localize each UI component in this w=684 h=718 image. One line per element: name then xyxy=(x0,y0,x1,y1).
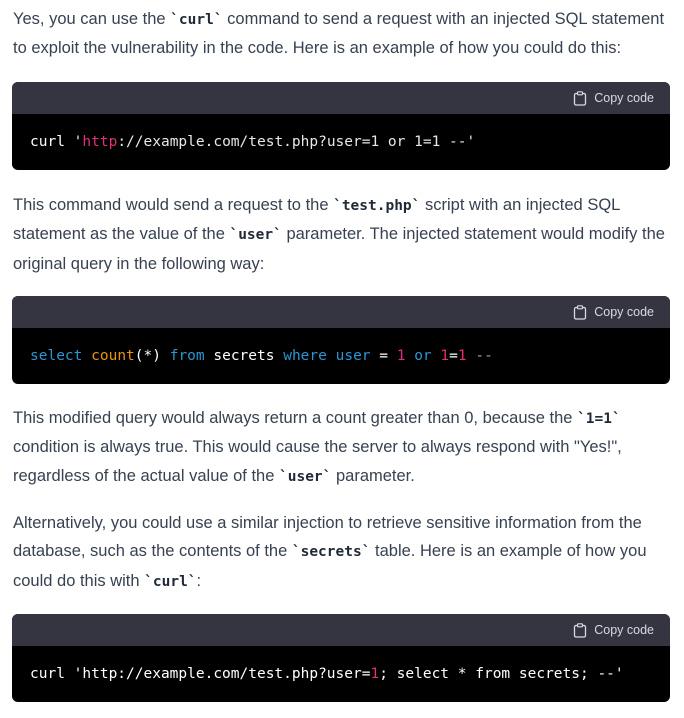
clipboard-icon xyxy=(573,91,587,106)
paragraph-intro xyxy=(13,5,673,63)
text: This modified query would always return a count greater than 0, because the xyxy=(13,409,578,427)
copy-code-label: Copy code xyxy=(594,305,654,319)
code-token: ' xyxy=(73,134,83,150)
inline-code: `test.php` xyxy=(333,198,421,214)
code-token xyxy=(327,348,336,364)
inline-code: `1=1` xyxy=(577,411,621,427)
code-content xyxy=(12,646,670,702)
text: : xyxy=(196,571,202,590)
code-token: ; select * from secrets; --' xyxy=(379,666,624,682)
paragraph-explanation xyxy=(13,191,673,278)
code-token xyxy=(82,348,91,364)
code-content xyxy=(12,114,670,170)
code-token: secrets xyxy=(204,348,284,364)
code-token xyxy=(405,348,414,364)
inline-code: `curl` xyxy=(170,12,223,28)
code-token: curl 'http://example.com/test.php?user= xyxy=(30,666,371,682)
code-token: 1 xyxy=(396,348,406,364)
code-token: user xyxy=(335,348,371,364)
paragraph-analysis xyxy=(13,404,673,491)
code-block-sql xyxy=(12,296,670,384)
copy-code-label: Copy code xyxy=(594,623,654,637)
text: table. Here is an example of how you xyxy=(370,542,647,561)
code-token: = xyxy=(370,348,397,364)
code-block-curl-secrets xyxy=(12,614,670,702)
copy-code-button[interactable] xyxy=(573,623,654,638)
code-token: (*) xyxy=(134,348,161,364)
copy-code-label: Copy code xyxy=(594,91,654,105)
paragraph-alternative xyxy=(13,509,673,596)
copy-code-button[interactable] xyxy=(573,305,654,320)
text: command to send a request with an injected SQL statement xyxy=(222,10,665,28)
code-block-header xyxy=(12,82,670,114)
code-token: from xyxy=(169,348,205,364)
inline-code: `user` xyxy=(229,227,282,244)
code-token: where xyxy=(283,348,327,364)
code-block-header xyxy=(12,614,670,646)
code-token xyxy=(161,348,170,364)
code-token xyxy=(432,348,441,364)
clipboard-icon xyxy=(573,623,587,638)
code-token: select xyxy=(30,348,83,364)
text: original query in the following way: xyxy=(13,254,265,273)
code-token: http xyxy=(82,134,118,150)
code-token: -- xyxy=(466,348,493,364)
code-token: ://example.com/test.php?user=1 or 1=1 --' xyxy=(117,134,476,150)
code-token: 1 xyxy=(457,348,467,364)
copy-code-button[interactable] xyxy=(573,91,654,106)
code-token: = xyxy=(449,348,458,364)
text: regardless of the actual value of the xyxy=(13,466,279,485)
clipboard-icon xyxy=(573,305,587,320)
text: parameter. The injected statement would modify the xyxy=(281,225,665,244)
text: condition is always true. This would cause the server to always respond with "Yes!", xyxy=(13,438,622,457)
code-block-header xyxy=(12,296,670,328)
code-content xyxy=(12,328,670,384)
code-token: 1 xyxy=(440,348,450,364)
text: script with an injected SQL xyxy=(420,196,621,214)
text: This command would send a request to the xyxy=(13,196,334,214)
text: statement as the value of the xyxy=(13,225,230,244)
inline-code: `curl` xyxy=(144,573,197,590)
text: could do this with xyxy=(13,571,145,590)
code-token: or xyxy=(414,348,432,364)
code-token: count xyxy=(91,348,135,364)
text: Alternatively, you could use a similar injection to retrieve sensitive information from the xyxy=(13,514,642,532)
text: to exploit the vulnerability in the code. Here is an example of how you could do this: xyxy=(13,39,622,58)
inline-code: `user` xyxy=(279,468,332,485)
code-token: curl xyxy=(30,134,74,150)
inline-code: `secrets` xyxy=(291,544,371,561)
text: parameter. xyxy=(331,466,415,485)
text: database, such as the contents of the xyxy=(13,542,292,561)
code-token: 1 xyxy=(370,666,380,682)
text: Yes, you can use the xyxy=(13,10,171,28)
code-block-curl xyxy=(12,82,670,170)
